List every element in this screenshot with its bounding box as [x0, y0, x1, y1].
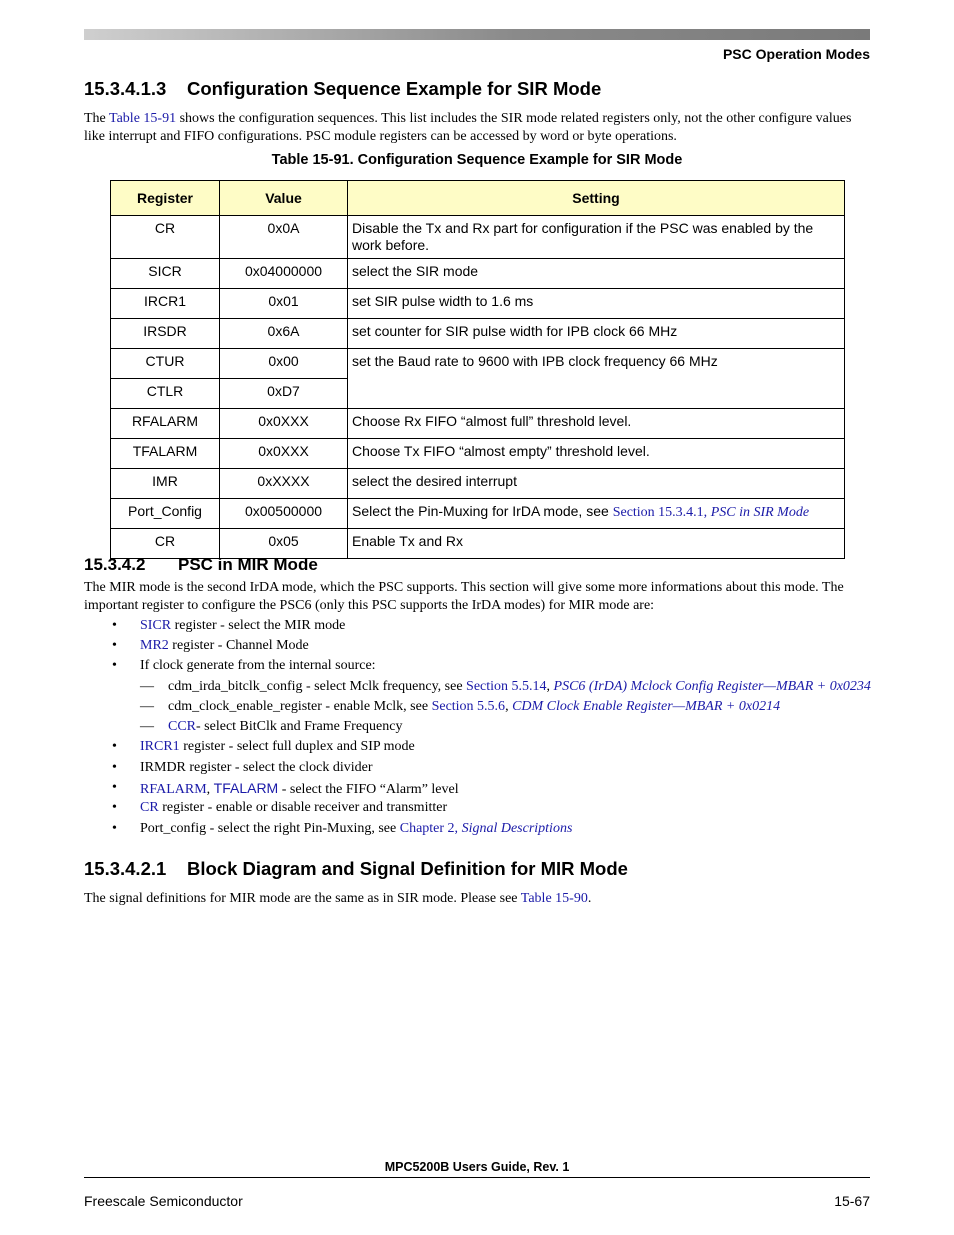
cell-register: CR [111, 529, 220, 559]
cell-register: CTUR [111, 349, 220, 379]
sir-intro-paragraph: The Table 15-91 shows the configuration sequences. This list includes the SIR mode related registers only, not the other configure values like interrupt and FIFO configurations. PSC module registers can be accessed by word or byte operations. [84, 111, 852, 144]
bullet-marker: • [112, 800, 117, 815]
signal-descriptions-link[interactable]: Signal Descriptions [461, 821, 573, 836]
sicr-link[interactable]: SICR [140, 618, 172, 633]
table-row [111, 469, 845, 499]
dash-marker: — [140, 679, 154, 694]
cdm-clock-enable-link[interactable]: CDM Clock Enable Register—MBAR + 0x0214 [512, 699, 781, 714]
table-row [111, 319, 845, 349]
footer-company: Freescale Semiconductor [84, 1193, 243, 1209]
cell-setting: set SIR pulse width to 1.6 ms [348, 289, 845, 319]
footer-divider [84, 1177, 870, 1178]
table-row [111, 289, 845, 319]
ccr-link[interactable]: CCR [168, 719, 197, 734]
cell-setting-merged: set the Baud rate to 9600 with IPB clock frequency 66 MHz [348, 349, 845, 409]
cell-register: SICR [111, 259, 220, 289]
cell-register: IRSDR [111, 319, 220, 349]
table-15-90-link[interactable]: Table 15-90 [520, 891, 588, 906]
section-title: Block Diagram and Signal Definition for MIR Mode [187, 858, 628, 879]
cell-setting: Select the Pin-Muxing for IrDA mode, see Section 15.3.4.1, PSC in SIR Mode [348, 499, 845, 529]
mir-signal-paragraph: The signal definitions for MIR mode are the same as in SIR mode. Please see Table 15-90. [84, 891, 592, 906]
cell-value: 0x0XXX [220, 439, 348, 469]
header-bar [84, 29, 870, 40]
config-sequence-table [110, 180, 845, 559]
table-row [111, 349, 845, 379]
cell-register: Port_Config [111, 499, 220, 529]
tfalarm-link[interactable]: TFALARM [213, 780, 279, 796]
page-number: 15-67 [834, 1193, 870, 1209]
cell-value: 0x05 [220, 529, 348, 559]
section-15-3-4-1-link[interactable]: Section 15.3.4.1, [612, 505, 711, 520]
cell-setting: select the desired interrupt [348, 469, 845, 499]
psc-in-sir-mode-link[interactable]: PSC in SIR Mode [710, 505, 810, 520]
table-row [111, 439, 845, 469]
cell-register: CTLR [111, 379, 220, 409]
cell-setting: Enable Tx and Rx [348, 529, 845, 559]
cell-setting: set counter for SIR pulse width for IPB clock 66 MHz [348, 319, 845, 349]
section-number: 15.3.4.1.3 [84, 78, 167, 99]
cell-value: 0x04000000 [220, 259, 348, 289]
section-5-5-6-link[interactable]: Section 5.5.6 [431, 699, 506, 714]
section-heading-mir-block-diagram [84, 858, 628, 880]
table-15-91-link[interactable]: Table 15-91 [109, 111, 177, 126]
cell-setting: Choose Tx FIFO “almost empty” threshold level. [348, 439, 845, 469]
cell-register: CR [111, 216, 220, 259]
section-number: 15.3.4.2.1 [84, 858, 167, 879]
bullet-marker: • [112, 638, 117, 653]
table-row [111, 529, 845, 559]
cell-register: IRCR1 [111, 289, 220, 319]
dash-marker: — [140, 719, 154, 734]
section-title: PSC in MIR Mode [178, 555, 318, 574]
section-heading-mir-mode [84, 555, 318, 575]
footer-doc-title: MPC5200B Users Guide, Rev. 1 [384, 1160, 570, 1174]
dash-marker: — [140, 699, 154, 714]
table-header-row [111, 181, 845, 216]
header-register: Register [111, 181, 220, 216]
header-value: Value [220, 181, 348, 216]
bullet-marker: • [112, 780, 117, 795]
cell-value: 0x00500000 [220, 499, 348, 529]
psc6-mclock-config-link[interactable]: PSC6 (IrDA) Mclock Config Register—MBAR + 0x0234 [553, 679, 871, 694]
cell-register: RFALARM [111, 409, 220, 439]
bullet-marker: • [112, 658, 117, 673]
cr-link[interactable]: CR [140, 800, 159, 815]
bullet-marker: • [112, 760, 117, 775]
cell-value: 0xD7 [220, 379, 348, 409]
cell-value: 0x6A [220, 319, 348, 349]
cell-setting: Disable the Tx and Rx part for configuration if the PSC was enabled by the work before. [348, 216, 845, 259]
cell-value: 0x0A [220, 216, 348, 259]
ircr1-link[interactable]: IRCR1 [140, 739, 180, 754]
header-setting: Setting [348, 181, 845, 216]
section-number: 15.3.4.2 [84, 555, 146, 574]
table-row [111, 216, 845, 259]
mir-intro-paragraph: The MIR mode is the second IrDA mode, which the PSC supports. This section will give some more informations about this mode. The important register to configure the PSC6 (only this PSC supports the IrDA modes) for MIR mode are: [84, 580, 844, 613]
section-heading-sir-example [84, 78, 601, 100]
bullet-marker: • [112, 739, 117, 754]
mr2-link[interactable]: MR2 [140, 638, 169, 653]
table-row [111, 259, 845, 289]
bullet-marker: • [112, 821, 117, 836]
cell-value: 0xXXXX [220, 469, 348, 499]
table-row [111, 409, 845, 439]
running-header: PSC Operation Modes [722, 46, 870, 62]
chapter-2-link[interactable]: Chapter 2, [399, 821, 462, 836]
section-5-5-14-link[interactable]: Section 5.5.14 [466, 679, 547, 694]
table-row [111, 499, 845, 529]
section-title: Configuration Sequence Example for SIR Mode [187, 78, 602, 99]
cell-setting: select the SIR mode [348, 259, 845, 289]
cell-value: 0x01 [220, 289, 348, 319]
cell-value: 0x00 [220, 349, 348, 379]
cell-register: IMR [111, 469, 220, 499]
cell-value: 0x0XXX [220, 409, 348, 439]
cell-setting: Choose Rx FIFO “almost full” threshold level. [348, 409, 845, 439]
bullet-marker: • [112, 618, 117, 633]
cell-register: TFALARM [111, 439, 220, 469]
rfalarm-link[interactable]: RFALARM [140, 782, 207, 797]
table-caption: Table 15-91. Configuration Sequence Example for SIR Mode [271, 152, 683, 168]
